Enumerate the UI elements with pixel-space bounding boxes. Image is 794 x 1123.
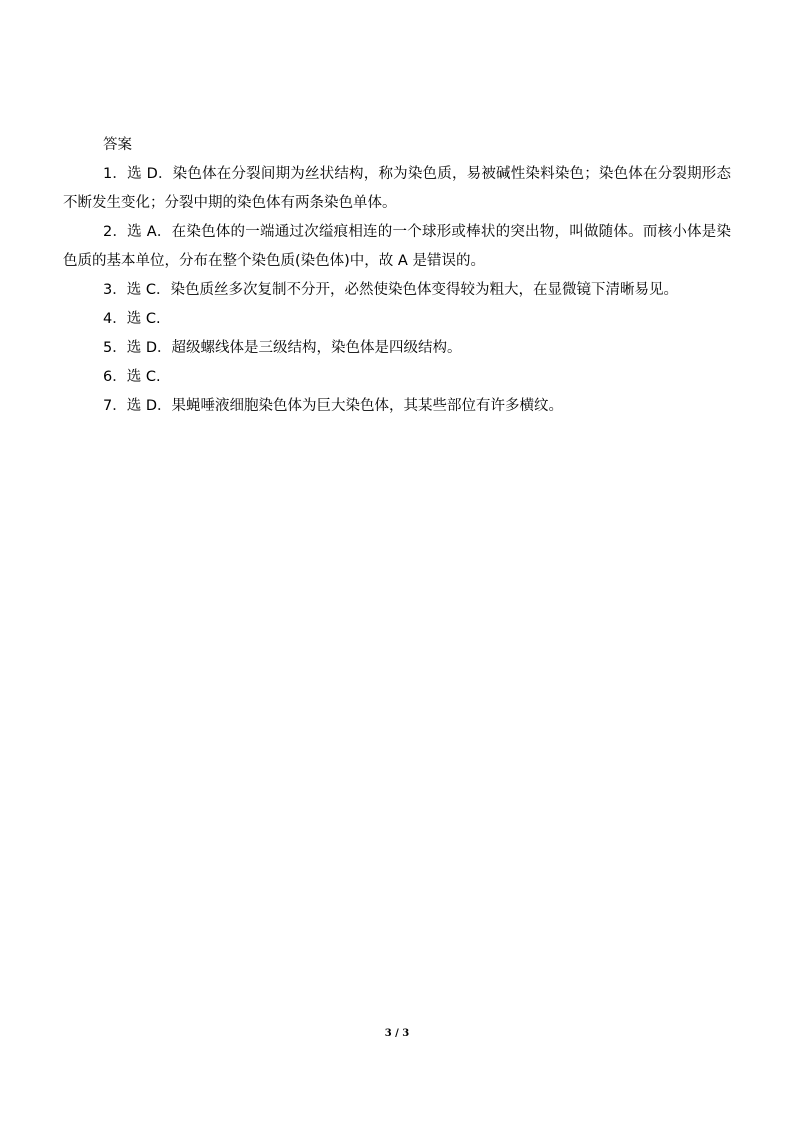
answer-item-1: 1．选 D．染色体在分裂间期为丝状结构，称为染色质，易被碱性染料染色；染色体在分裂期形态不断发生变化；分裂中期的染色体有两条染色单体。	[63, 166, 731, 211]
answer-item-3: 3．选 C．染色质丝多次复制不分开，必然使染色体变得较为粗大，在显微镜下清晰易见。	[103, 282, 678, 298]
answer-item-6: 6．选 C.	[103, 369, 161, 385]
answer-heading: 答案	[103, 137, 132, 153]
answer-item-4: 4．选 C.	[103, 311, 161, 327]
answer-item-5: 5．选 D．超级螺线体是三级结构，染色体是四级结构。	[103, 340, 462, 356]
document-body	[63, 131, 731, 421]
answer-item-2: 2．选 A．在染色体的一端通过次缢痕相连的一个球形或棒状的突出物，叫做随体。而核小体是染色质的基本单位，分布在整个染色质(染色体)中，故 A 是错误的。	[63, 224, 731, 269]
page-number: 3 / 3	[384, 1028, 410, 1039]
answer-item-7: 7．选 D．果蝇唾液细胞染色体为巨大染色体，其某些部位有许多横纹。	[103, 398, 563, 414]
